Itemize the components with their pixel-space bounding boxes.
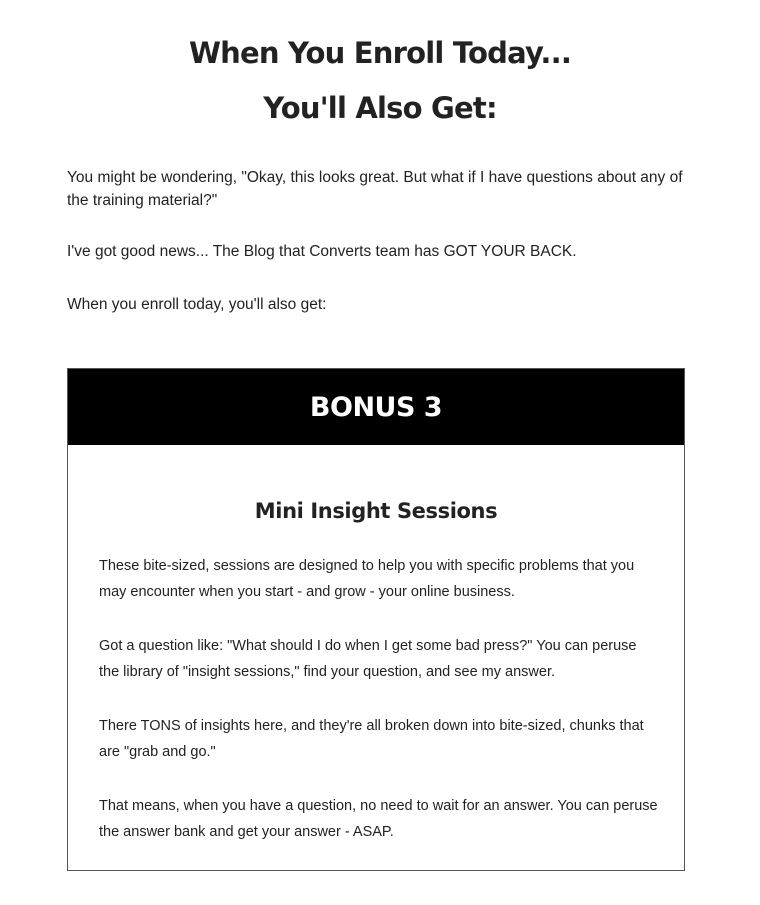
bonus-card: [67, 368, 685, 871]
intro-paragraph-2: I've got good news... The Blog that Converts team has GOT YOUR BACK.: [67, 243, 577, 260]
intro-paragraph-3: When you enroll today, you'll also get:: [67, 296, 327, 313]
bonus-paragraph-1: These bite-sized, sessions are designed to help you with specific problems that you may encounter when you start - and grow - your online business.: [99, 558, 635, 600]
bonus-paragraph-3: There TONS of insights here, and they're all broken down into bite-sized, chunks that are "grab and go.": [99, 718, 644, 760]
bonus-header-bar: [68, 369, 684, 445]
bonus-paragraph-4: That means, when you have a question, no need to wait for an answer. You can peruse the answer bank and get your answer - ASAP.: [99, 798, 658, 840]
headline-line-1: When You Enroll Today...: [188, 36, 572, 70]
headline-line-2: You'll Also Get:: [263, 91, 497, 125]
bonus-title: Mini Insight Sessions: [254, 499, 498, 523]
bonus-label: BONUS 3: [309, 391, 443, 423]
intro-paragraph-1: You might be wondering, "Okay, this looks great. But what if I have questions about any of the training material?": [67, 169, 683, 209]
bonus-paragraph-2: Got a question like: "What should I do when I get some bad press?" You can peruse the library of "insight sessions," find your question, and see my answer.: [99, 638, 637, 680]
